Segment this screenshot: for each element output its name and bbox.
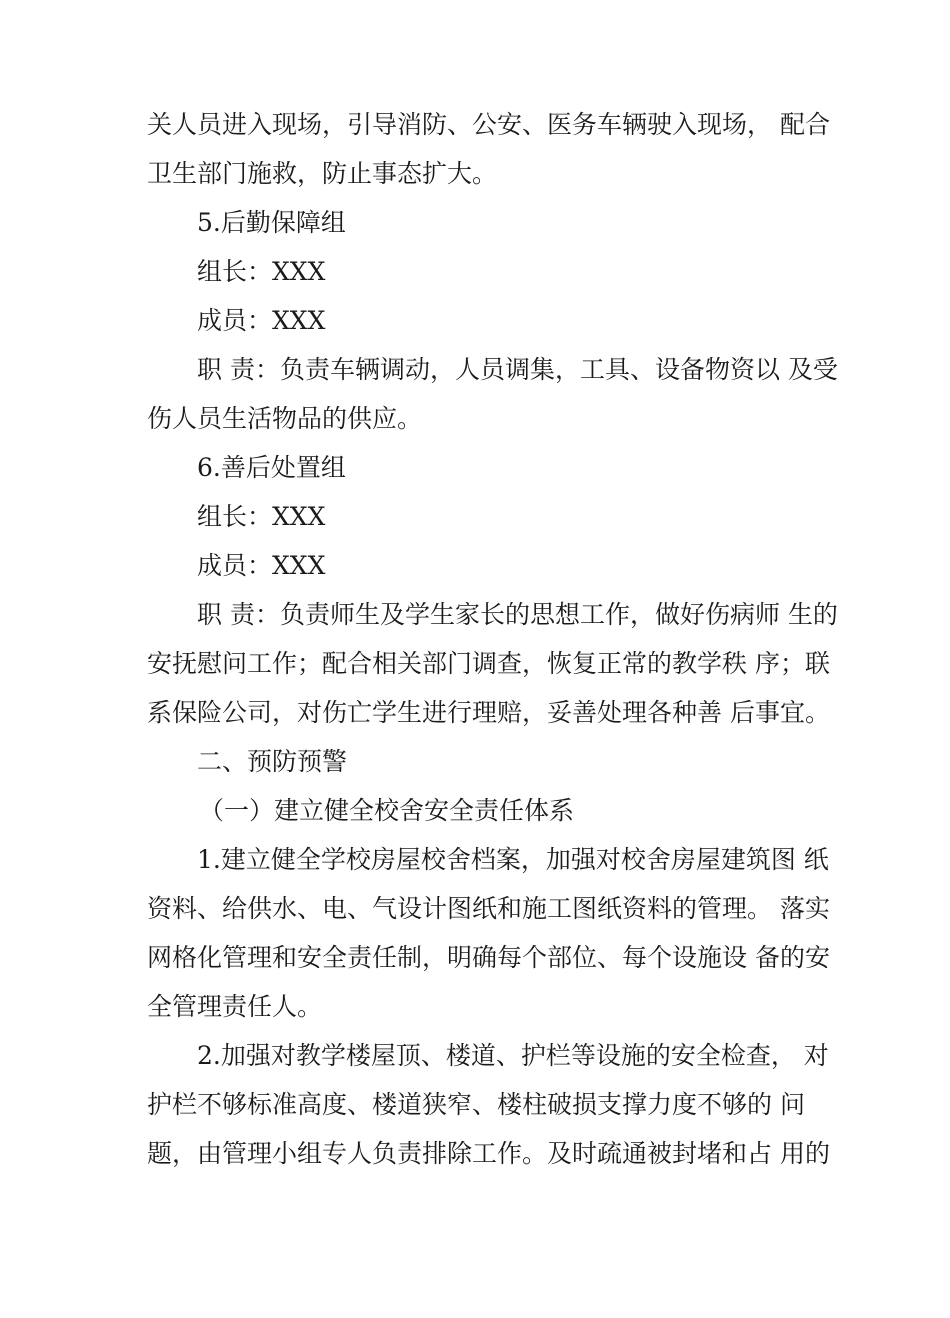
paragraph-line: 全管理责任人。 bbox=[147, 992, 323, 1021]
duty-paragraph-line: 安抚慰问工作；配合相关部门调查，恢复正常的教学秩 序；联 bbox=[147, 649, 830, 678]
group-leader-line: 组长：XXX bbox=[197, 502, 326, 531]
paragraph-line: 题，由管理小组专人负责排除工作。及时疏通被封堵和占 用的 bbox=[147, 1139, 830, 1168]
duty-paragraph-line: 职 责：负责车辆调动，人员调集，工具、设备物资以 及受 bbox=[197, 355, 838, 384]
duty-paragraph-line: 职 责：负责师生及学生家长的思想工作，做好伤病师 生的 bbox=[197, 600, 838, 629]
paragraph-line: 卫生部门施救，防止事态扩大。 bbox=[147, 159, 498, 188]
paragraph-line: 2.加强对教学楼屋顶、楼道、护栏等设施的安全检查， 对 bbox=[197, 1041, 829, 1070]
subsection-heading: （一）建立健全校舍安全责任体系 bbox=[199, 796, 575, 825]
group-members-line: 成员：XXX bbox=[197, 306, 326, 335]
paragraph-line: 网格化管理和安全责任制，明确每个部位、每个设施设 备的安 bbox=[147, 943, 830, 972]
document-body bbox=[147, 100, 838, 1178]
chapter-heading: 二、预防预警 bbox=[197, 747, 348, 776]
duty-paragraph-line: 系保险公司，对伤亡学生进行理赔，妥善处理各种善 后事宜。 bbox=[147, 698, 830, 727]
group-leader-line: 组长：XXX bbox=[197, 257, 326, 286]
paragraph-line: 资料、给供水、电、气设计图纸和施工图纸资料的管理。 落实 bbox=[147, 894, 830, 923]
duty-paragraph-line: 伤人员生活物品的供应。 bbox=[147, 404, 423, 433]
paragraph-line: 护栏不够标准高度、楼道狭窄、楼柱破损支撑力度不够的 问 bbox=[147, 1090, 805, 1119]
group-members-line: 成员：XXX bbox=[197, 551, 326, 580]
section-heading: 5.后勤保障组 bbox=[197, 208, 346, 237]
paragraph-line: 关人员进入现场，引导消防、公安、医务车辆驶入现场， 配合 bbox=[147, 110, 830, 139]
section-heading: 6.善后处置组 bbox=[197, 453, 346, 482]
paragraph-line: 1.建立健全学校房屋校舍档案，加强对校舍房屋建筑图 纸 bbox=[197, 845, 829, 874]
